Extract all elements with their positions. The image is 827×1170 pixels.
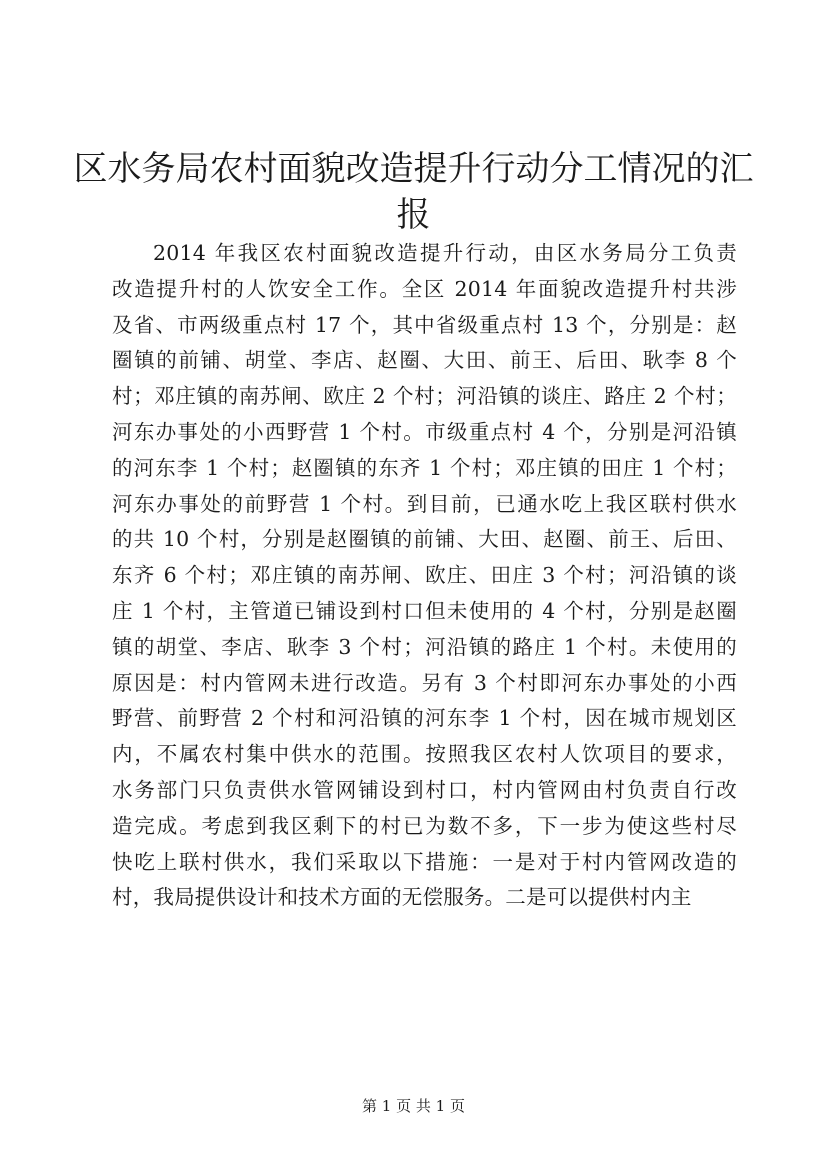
body-line: 圈镇的前铺、胡堂、李店、赵圈、大田、前王、后田、耿李 8 个 xyxy=(112,348,737,373)
title-line-2: 报 xyxy=(396,195,431,235)
body-line: 河东办事处的前野营 1 个村。到目前，已通水吃上我区联村供水 xyxy=(112,491,737,516)
body-line: 2014 年我区农村面貌改造提升行动，由区水务局分工负责 xyxy=(153,241,737,265)
body-line: 及省、市两级重点村 17 个，其中省级重点村 13 个，分别是：赵 xyxy=(112,312,737,337)
body-line: 快吃上联村供水，我们采取以下措施：一是对于村内管网改造的 xyxy=(112,849,737,874)
body-line: 庄 1 个村，主管道已铺设到村口但未使用的 4 个村，分别是赵圈 xyxy=(112,598,737,623)
body-line: 镇的胡堂、李店、耿李 3 个村；河沿镇的路庄 1 个村。未使用的 xyxy=(112,634,737,659)
body-line: 造完成。考虑到我区剩下的村已为数不多，下一步为使这些村尽 xyxy=(112,813,737,838)
document-title xyxy=(0,146,827,238)
document-body xyxy=(112,236,737,916)
body-line: 东齐 6 个村；邓庄镇的南苏闸、欧庄、田庄 3 个村；河沿镇的谈 xyxy=(112,563,737,588)
body-line: 的共 10 个村，分别是赵圈镇的前铺、大田、赵圈、前王、后田、 xyxy=(112,527,737,552)
body-line: 的河东李 1 个村；赵圈镇的东齐 1 个村；邓庄镇的田庄 1 个村； xyxy=(112,455,737,480)
body-line: 村；邓庄镇的南苏闸、欧庄 2 个村；河沿镇的谈庄、路庄 2 个村； xyxy=(112,384,737,409)
title-line-1: 区水务局农村面貌改造提升行动分工情况的汇 xyxy=(73,149,754,189)
body-line: 改造提升村的人饮安全工作。全区 2014 年面貌改造提升村共涉 xyxy=(112,276,737,301)
body-line: 原因是：村内管网未进行改造。另有 3 个村即河东办事处的小西 xyxy=(112,670,737,695)
body-line: 水务部门只负责供水管网铺设到村口，村内管网由村负责自行改 xyxy=(112,777,737,802)
body-line: 野营、前野营 2 个村和河沿镇的河东李 1 个村，因在城市规划区 xyxy=(112,706,737,731)
body-line: 河东办事处的小西野营 1 个村。市级重点村 4 个，分别是河沿镇 xyxy=(112,419,737,444)
body-line: 村，我局提供设计和技术方面的无偿服务。二是可以提供村内主 xyxy=(112,885,692,910)
page-footer: 第 1 页 共 1 页 xyxy=(362,1097,465,1115)
body-line: 内，不属农村集中供水的范围。按照我区农村人饮项目的要求， xyxy=(112,742,737,767)
